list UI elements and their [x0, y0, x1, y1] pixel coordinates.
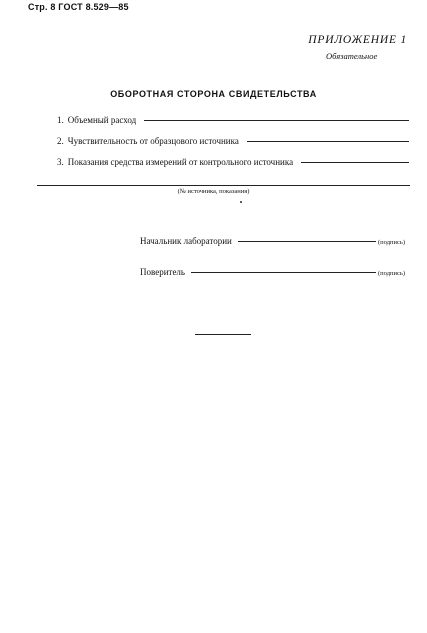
field-sensitivity	[57, 136, 409, 146]
signature-verifier	[140, 267, 405, 277]
item-number: 1.	[57, 115, 64, 125]
page-header: Стр. 8 ГОСТ 8.529—85	[28, 2, 129, 12]
end-divider	[195, 334, 251, 335]
speck	[240, 201, 242, 203]
item-label: Показания средства измерений от контрольного источника	[67, 157, 294, 167]
signature-lab-head	[140, 236, 405, 246]
signature-line	[191, 272, 376, 273]
source-readings-line	[37, 185, 410, 186]
signature-label: Поверитель	[140, 267, 186, 277]
source-readings-caption: (№ источника, показания)	[177, 188, 250, 195]
item-number: 3.	[57, 157, 64, 167]
item-label: Чувствительность от образцового источника	[67, 136, 239, 146]
fill-in-line	[301, 162, 409, 163]
signature-line	[238, 241, 376, 242]
signature-label: Начальник лаборатории	[140, 236, 232, 246]
fill-in-line	[247, 141, 409, 142]
field-volume-flow	[57, 115, 409, 125]
document-title: ОБОРОТНАЯ СТОРОНА СВИДЕТЕЛЬСТВА	[110, 89, 317, 99]
fill-in-line	[144, 120, 409, 121]
item-label: Объемный расход	[67, 115, 137, 125]
item-number: 2.	[57, 136, 64, 146]
field-readings	[57, 157, 409, 167]
appendix-title: ПРИЛОЖЕНИЕ 1	[308, 34, 407, 46]
appendix-subtitle: Обязательное	[326, 51, 378, 61]
signature-hint: (подпись)	[378, 270, 405, 277]
signature-hint: (подпись)	[378, 239, 405, 246]
